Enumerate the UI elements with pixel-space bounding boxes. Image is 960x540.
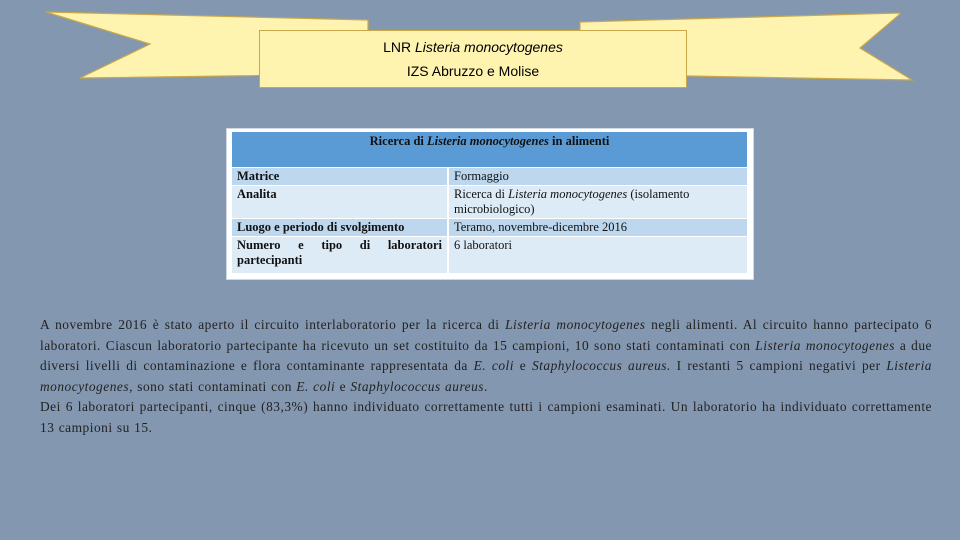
row-value: 6 laboratori: [448, 237, 747, 274]
table-row: [232, 168, 747, 186]
table-row: [232, 219, 747, 237]
row-label: Analita: [232, 186, 448, 219]
paragraph-2: Dei 6 laboratori partecipanti, cinque (83,3%) hanno individuato correttamente tutti i campioni esaminati. Un laboratorio ha individuato correttamente 13 campioni su 15.: [40, 399, 932, 435]
summary-table: [226, 128, 754, 280]
description-text: [40, 315, 932, 438]
row-label: Luogo e periodo di svolgimento: [232, 219, 448, 237]
row-value: Ricerca di Listeria monocytogenes (isolamento microbiologico): [448, 186, 747, 219]
banner-title-box: [259, 30, 687, 88]
table-header-row: [232, 132, 747, 168]
banner-line-1: LNR Listeria monocytogenes: [383, 39, 563, 55]
row-value: Teramo, novembre-dicembre 2016: [448, 219, 747, 237]
banner-line-2: IZS Abruzzo e Molise: [406, 63, 540, 79]
table-row: [232, 237, 747, 274]
paragraph-1: A novembre 2016 è stato aperto il circuito interlaboratorio per la ricerca di Listeria monocytogenes negli alimenti. Al circuito hanno partecipato 6 laboratori. Ciascun laboratorio partecipante ha ricevuto un set costituito da 15 campioni, 10 sono stati contaminati con Listeria monocytogenes a due diversi livelli di contaminazione e flora contaminante rappresentata da E. coli e Staphylococcus aureus. I restanti 5 campioni negativi per Listeria monocytogenes, sono stati contaminati con E. coli e Staphylococcus aureus.: [40, 317, 932, 394]
row-value: Formaggio: [448, 168, 747, 186]
row-label: Numero e tipo di laboratori partecipanti: [232, 237, 448, 274]
table-row: [232, 186, 747, 219]
table-title: Ricerca di Listeria monocytogenes in alimenti: [232, 132, 747, 168]
row-label: Matrice: [232, 168, 448, 186]
